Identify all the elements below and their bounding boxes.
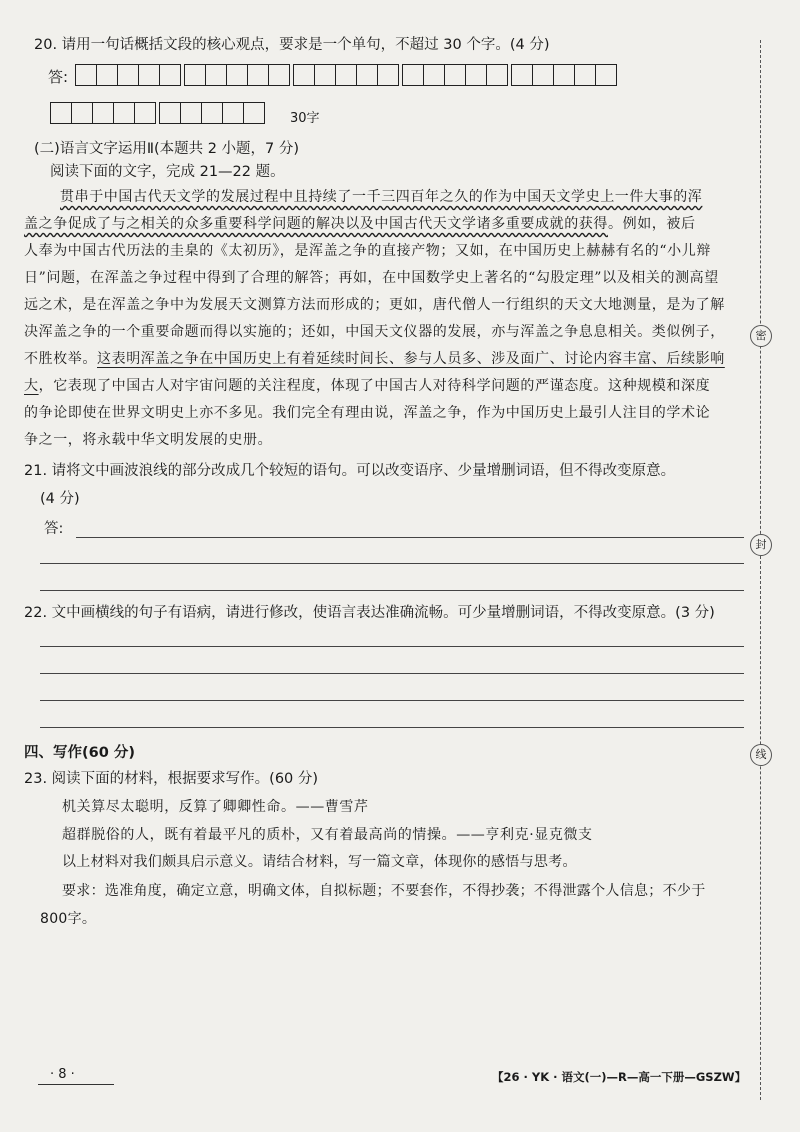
wavy-sentence-part-2: 盖之争促成了与之相关的众多重要科学问题的解决以及中国古代天文学诸多重要成就的获得 <box>24 216 608 232</box>
binding-margin-line <box>760 40 761 1100</box>
grid-cell[interactable] <box>335 64 357 86</box>
section4-title: 四、写作(60 分) <box>24 745 135 761</box>
grid-cell[interactable] <box>247 64 269 86</box>
page-number: · 8 · <box>50 1067 75 1082</box>
exam-code: 【26 · YK · 语文(一)—R—高一下册—GSZW】 <box>492 1070 747 1084</box>
page-number-underline <box>38 1084 114 1085</box>
grid-cell[interactable] <box>532 64 554 86</box>
grid-cell[interactable] <box>50 102 72 124</box>
grid-cell[interactable] <box>356 64 378 86</box>
grid-cell[interactable] <box>201 102 223 124</box>
grid-cell[interactable] <box>465 64 487 86</box>
q21-points: (4 分) <box>40 491 80 507</box>
grid-cell[interactable] <box>71 102 93 124</box>
grid-cell[interactable] <box>293 64 315 86</box>
grid-cell[interactable] <box>444 64 466 86</box>
q23-requirements-2: 800字。 <box>40 911 97 927</box>
answer-line[interactable] <box>40 673 744 674</box>
grid-cell[interactable] <box>595 64 617 86</box>
passage-text: 不胜枚举。 <box>24 351 97 367</box>
margin-mark-closed: 封 <box>750 534 772 556</box>
q23-instruction: 以上材料对我们颇具启示意义。请结合材料，写一篇文章，体现你的感悟与思考。 <box>62 854 577 870</box>
q23-requirements-1: 要求：选准角度，确定立意，明确文体，自拟标题；不要套作，不得抄袭；不得泄露个人信息；不少于 <box>62 883 706 899</box>
underlined-sentence-part-1: 这表明浑盖之争在中国历史上有着延续时间长、参与人员多、涉及面广、讨论内容丰富、后续影响 <box>97 351 725 367</box>
q21-answer-label: 答: <box>44 521 64 537</box>
section2-instruction: 阅读下面的文字，完成 21—22 题。 <box>50 164 285 180</box>
grid-cell[interactable] <box>134 102 156 124</box>
answer-line[interactable] <box>40 646 744 647</box>
q23-prompt: 23. 阅读下面的材料，根据要求写作。(60 分) <box>24 771 319 787</box>
passage-line-7 <box>24 350 725 368</box>
q21-prompt: 21. 请将文中画波浪线的部分改成几个较短的语句。可以改变语序、少量增删词语，但不得改变原意。 <box>24 463 676 479</box>
grid-cell[interactable] <box>117 64 139 86</box>
grid-cell[interactable] <box>226 64 248 86</box>
passage-line-1 <box>60 188 702 206</box>
passage-line-4: 日”问题，在浑盖之争过程中得到了合理的解答；再如，在中国数学史上著名的“勾股定理”以及相关的测高望 <box>24 270 719 286</box>
answer-line[interactable] <box>40 700 744 701</box>
underlined-sentence-part-2: 大 <box>24 378 39 394</box>
grid-cell[interactable] <box>222 102 244 124</box>
q22-prompt: 22. 文中画横线的句子有语病，请进行修改，使语言表达准确流畅。可少量增删词语，不得改变原意。(3 分) <box>24 605 715 621</box>
grid-cell[interactable] <box>402 64 424 86</box>
answer-line[interactable] <box>76 537 744 538</box>
passage-line-10: 争之一，将永载中华文明发展的史册。 <box>24 432 273 448</box>
answer-line[interactable] <box>40 590 744 591</box>
grid-cell[interactable] <box>574 64 596 86</box>
answer-grid-row-2[interactable] <box>50 102 265 124</box>
passage-line-8 <box>24 377 710 395</box>
grid-cell[interactable] <box>138 64 160 86</box>
q23-quote-1: 机关算尽太聪明，反算了卿卿性命。——曹雪芹 <box>62 799 369 815</box>
grid-cell[interactable] <box>159 64 181 86</box>
grid-cell[interactable] <box>184 64 206 86</box>
passage-line-6: 决浑盖之争的一个重要命题而得以实施的；还如，中国天文仪器的发展，亦与浑盖之争息息相关。类似例子， <box>24 324 725 340</box>
grid-cell[interactable] <box>243 102 265 124</box>
answer-line[interactable] <box>40 727 744 728</box>
grid-cell[interactable] <box>486 64 508 86</box>
passage-line-9: 的争论即使在世界文明史上亦不多见。我们完全有理由说，浑盖之争，作为中国历史上最引人注目的学术论 <box>24 405 711 421</box>
grid-cell[interactable] <box>92 102 114 124</box>
passage-line-2 <box>24 215 696 233</box>
q20-answer-label: 答: <box>48 68 69 86</box>
grid-cell[interactable] <box>113 102 135 124</box>
passage-text: ，它表现了中国古人对宇宙问题的关注程度，体现了中国古人对待科学问题的严谨态度。这种规模和深度 <box>38 378 711 394</box>
answer-line[interactable] <box>40 563 744 564</box>
grid-cell[interactable] <box>423 64 445 86</box>
passage-line-5: 远之术，是在浑盖之争中为发展天文测算方法而形成的；更如，唐代僧人一行组织的天文大地测量，是为了解 <box>24 297 725 313</box>
grid-cell[interactable] <box>314 64 336 86</box>
grid-cell[interactable] <box>159 102 181 124</box>
grid-cell[interactable] <box>75 64 97 86</box>
grid-cell[interactable] <box>268 64 290 86</box>
passage-line-3: 人奉为中国古代历法的圭臬的《太初历》，是浑盖之争的直接产物；又如，在中国历史上赫赫有名的“小儿辩 <box>24 243 711 259</box>
grid-cell[interactable] <box>553 64 575 86</box>
grid-cell[interactable] <box>205 64 227 86</box>
section2-title: (二)语言文字运用Ⅱ(本题共 2 小题，7 分) <box>34 141 300 157</box>
q20-prompt: 20. 请用一句话概括文段的核心观点，要求是一个单句，不超过 30 个字。(4 分) <box>34 37 550 53</box>
margin-mark-seal: 密 <box>750 325 772 347</box>
answer-grid-row-1[interactable] <box>75 64 617 86</box>
grid-cell[interactable] <box>377 64 399 86</box>
grid-cell[interactable] <box>511 64 533 86</box>
wavy-sentence-part-1: 贯串于中国古代天文学的发展过程中且持续了一千三四百年之久的作为中国天文学史上一件大事的浑 <box>60 189 703 205</box>
q20-limit-label: 30字 <box>290 111 320 126</box>
margin-mark-line: 线 <box>750 744 772 766</box>
q23-quote-2: 超群脱俗的人，既有着最平凡的质朴，又有着最高尚的情操。——亨利克·显克微支 <box>62 827 593 843</box>
grid-cell[interactable] <box>96 64 118 86</box>
grid-cell[interactable] <box>180 102 202 124</box>
passage-text: 。例如，被后 <box>608 216 696 232</box>
